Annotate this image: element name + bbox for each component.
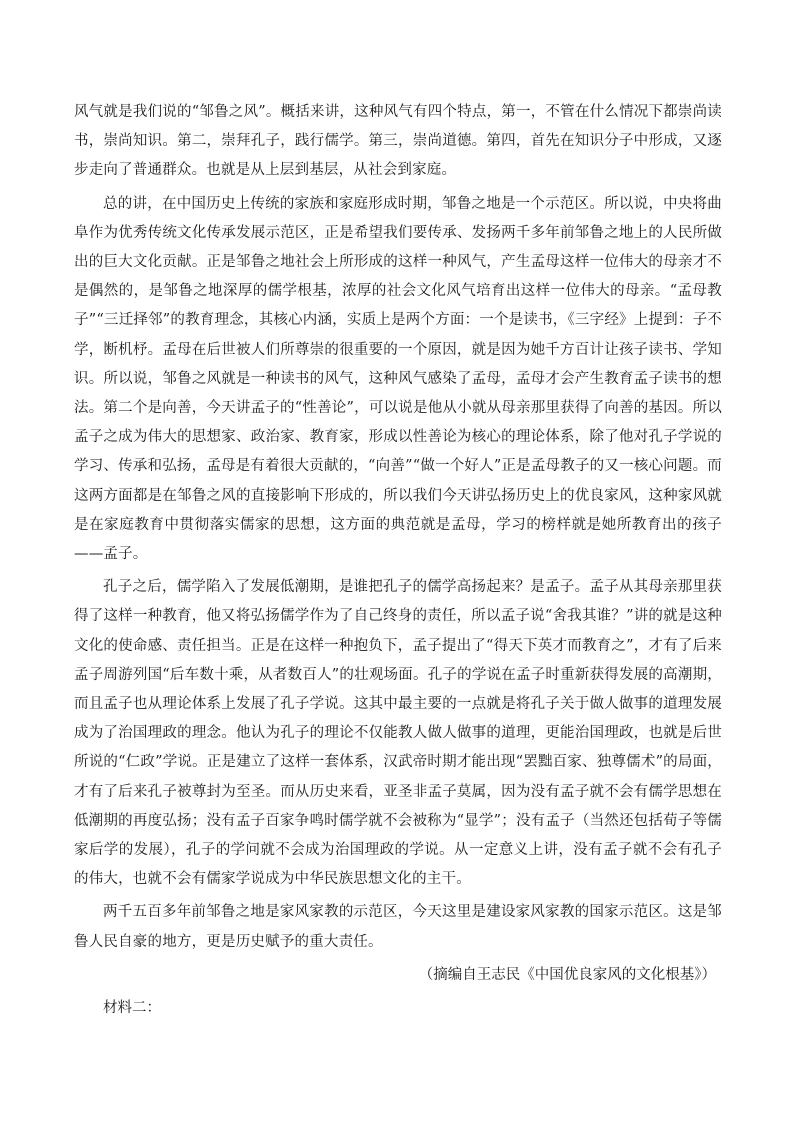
document-body (74, 98, 722, 1023)
source-citation: （摘编自王志民《中国优良家风的文化根基》） (418, 966, 716, 983)
material-two-label: 材料二： (103, 1000, 161, 1017)
paragraph-mengmu: 总的讲，在中国历史上传统的家族和家庭形成时期，邹鲁之地是一个示范区。所以说，中央将曲阜作为优秀传统文化传承发展示范区，正是希望我们要传承、发扬两千多年前邹鲁之地上的人民所做出的巨大文化贡献。正是邹鲁之地社会上所形成的这样一种风气，产生孟母这样一位伟大的母亲才不是偶然的，是邹鲁之地深厚的儒学根基，浓厚的社会文化风气培育出这样一位伟大的母亲。“孟母教子”“三迁择邻”的教育理念，其核心内涵，实质上是两个方面：一个是读书，《三字经》上提到：子不学，断机杼。孟母在后世被人们所尊崇的很重要的一个原因，就是因为她千方百计让孩子读书、学知识。所以说，邹鲁之风就是一种读书的风气，这种风气感染了孟母，孟母才会产生教育孟子读书的想法。第二个是向善，今天讲孟子的“性善论”，可以说是他从小就从母亲那里获得了向善的基因。所以孟子之成为伟大的思想家、政治家、教育家，形成以性善论为核心的理论体系，除了他对孔子学说的学习、传承和弘扬，孟母是有着很大贡献的，“向善”“做一个好人”正是孟母教子的又一核心问题。而这两方面都是在邹鲁之风的直接影响下形成的，所以我们今天讲弘扬历史上的优良家风，这种家风就是在家庭教育中贯彻落实儒家的思想，这方面的典范就是孟母，学习的榜样就是她所教育出的孩子——孟子。 (74, 195, 722, 563)
paragraph-mengzi: 孔子之后，儒学陷入了发展低潮期，是谁把孔子的儒学高扬起来？是孟子。孟子从其母亲那里获得了这样一种教育，他又将弘扬儒学作为了自己终身的责任，所以孟子说“舍我其谁？”讲的就是这种文化的使命感、责任担当。正是在这样一种抱负下，孟子提出了“得天下英才而教育之”，才有了后来孟子周游列国“后车数十乘，从者数百人”的壮观场面。孔子的学说在孟子时重新获得发展的高潮期，而且孟子也从理论体系上发展了孔子学说。这其中最主要的一点就是将孔子关于做人做事的道理发展成为了治国理政的理念。他认为孔子的理论不仅能教人做人做事的道理，更能治国理政，也就是后世所说的“仁政”学说。正是建立了这样一套体系，汉武帝时期才能出现“罢黜百家、独尊儒术”的局面，才有了后来孔子被尊封为至圣。而从历史来看，亚圣非孟子莫属，因为没有孟子就不会有儒学思想在低潮期的再度弘扬；没有孟子百家争鸣时儒学就不会被称为“显学”；没有孟子（当然还包括荀子等儒家后学的发展），孔子的学问就不会成为治国理政的学说。从一定意义上讲，没有孟子就不会有孔子的伟大，也就不会有儒家学说成为中华民族思想文化的主干。 (74, 579, 722, 888)
paragraph-conclusion: 两千五百多年前邹鲁之地是家风家教的示范区，今天这里是建设家风家教的国家示范区。这是邹鲁人民自豪的地方，更是历史赋予的重大责任。 (74, 904, 722, 950)
paragraph-zoulu-style: 风气就是我们说的“邹鲁之风”。概括来讲，这种风气有四个特点，第一，不管在什么情况下都崇尚读书，崇尚知识。第二，崇拜孔子，践行儒学。第三，崇尚道德。第四，首先在知识分子中形成，又逐步走向了普通群众。也就是从上层到基层，从社会到家庭。 (74, 104, 722, 179)
